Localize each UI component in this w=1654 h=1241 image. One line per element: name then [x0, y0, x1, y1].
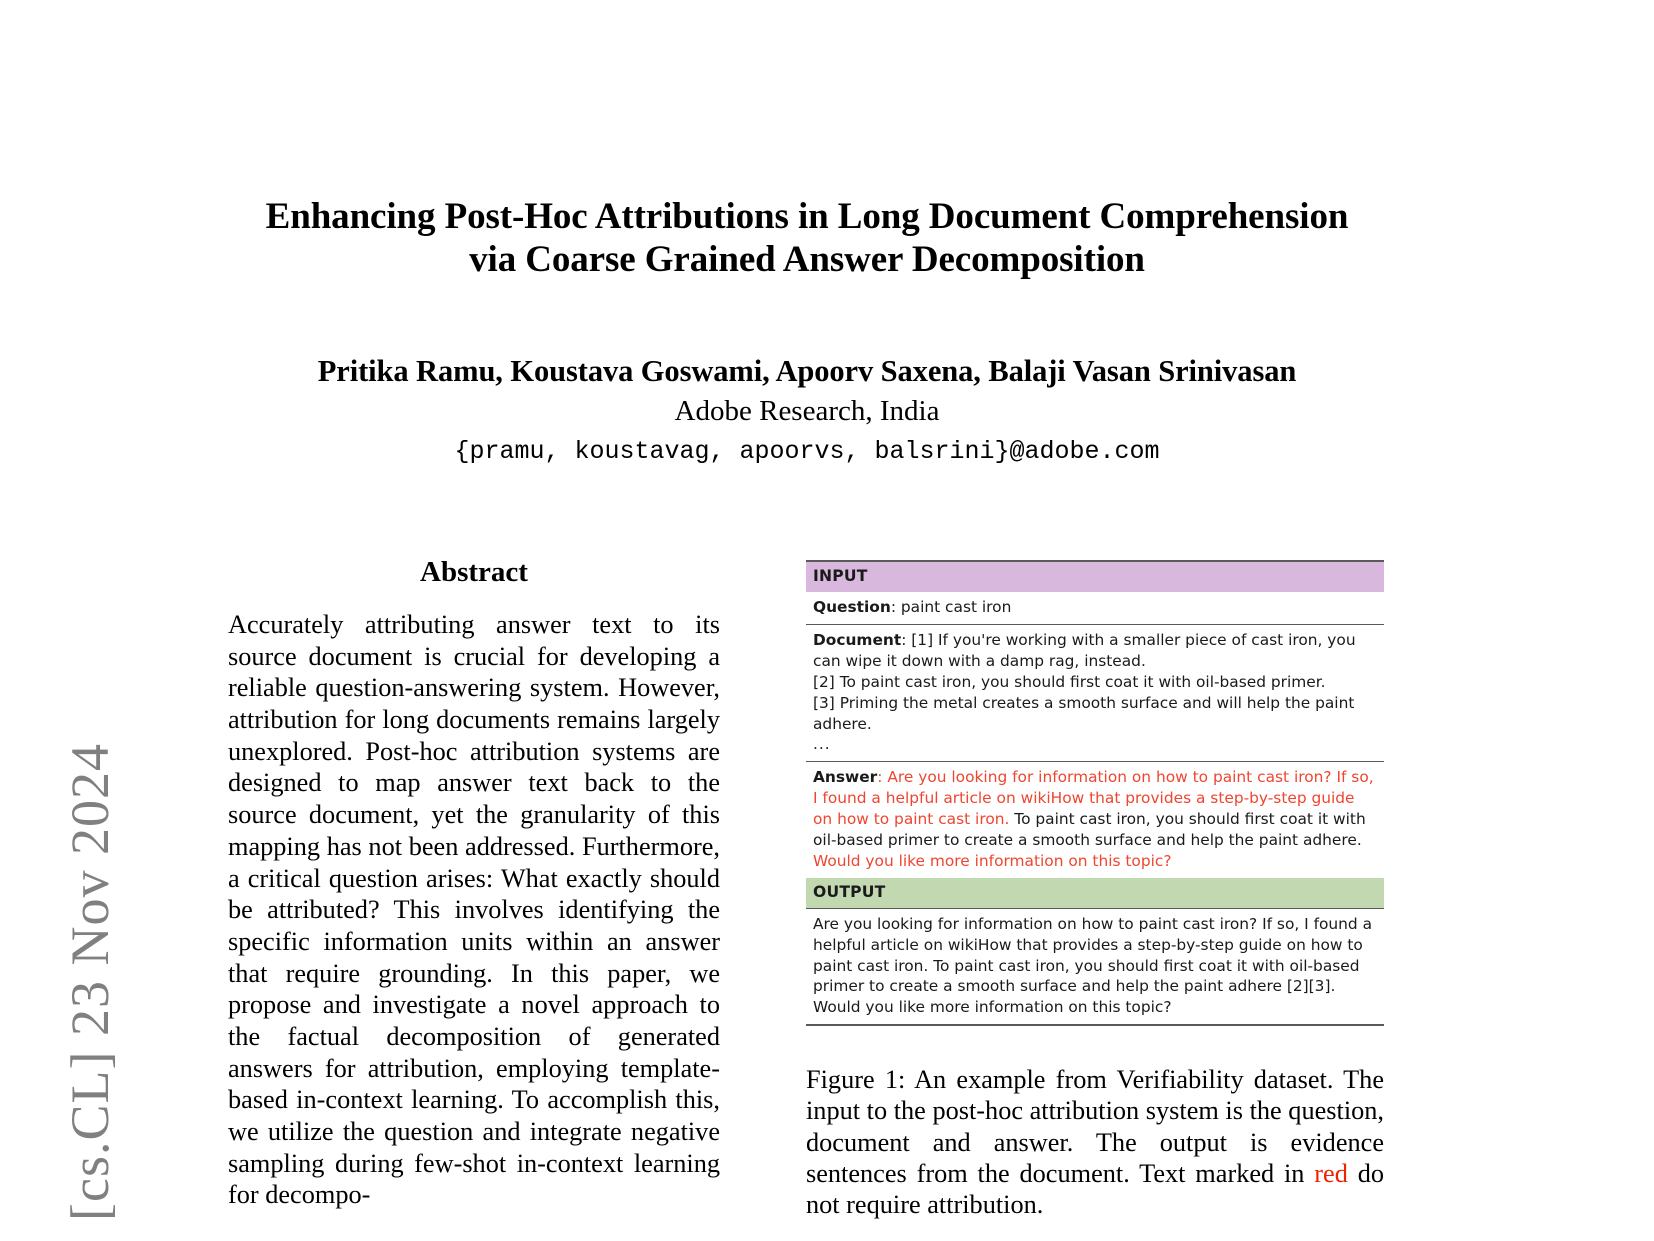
- input-band-label: INPUT: [806, 562, 1384, 592]
- affiliation: Adobe Research, India: [674, 394, 940, 427]
- figure-1-box: [806, 560, 1384, 1026]
- title-line-1: Enhancing Post-Hoc Attributions in Long Document Comprehension: [265, 196, 1349, 237]
- caption-part-1: Figure 1: An example from Verifiability dataset. The input to the post-hoc attribution system is the question, document and answer. The output is evidence sentences from the document. Text marked in: [806, 1065, 1384, 1188]
- document-row: [806, 624, 1384, 761]
- page-title: [227, 195, 1387, 282]
- title-block: [227, 195, 1387, 466]
- document-line-2: [2] To paint cast iron, you should first coat it with oil-based primer.: [813, 672, 1326, 691]
- abstract-body: Accurately attributing answer text to its source document is crucial for developing a reliable question-answering system. However, attribution for long documents remains largely unexplored. Post-hoc attribution systems are designed to map answer text back to the source document, yet the granularity of this mapping has not been addressed. Furthermore, a critical question arises: What exactly should be attributed? This involves identifying the specific information units within an answer that require grounding. In this paper, we propose and investigate a novel approach to the factual decomposition of generated answers for attribution, employing template-based in-context learning. To accomplish this, we utilize the question and integrate negative sampling during few-shot in-context learning for decompo-: [228, 610, 720, 1210]
- arxiv-stamp-text: [cs.CL] 23 Nov 2024: [60, 743, 120, 1221]
- answer-label: Answer: [813, 768, 878, 787]
- output-band-label: OUTPUT: [806, 878, 1384, 908]
- caption-red-word: red: [1314, 1158, 1348, 1188]
- document-ellipsis: ...: [813, 735, 831, 754]
- figure-caption: [806, 1064, 1384, 1220]
- output-row: Are you looking for information on how to paint cast iron? If so, I found a helpful article on wikiHow that provides a step-by-step guide on how to paint cast iron. To paint cast iron, you should first coat it with oil-based primer to create a smooth surface and help the paint adhere [2][3]. Would you like more information on this topic?: [806, 908, 1384, 1024]
- answer-black-segment: To paint cast iron, you should first coat it with oil-based primer to create a smooth surface and help the paint adhere.: [813, 810, 1366, 849]
- author-list: Pritika Ramu, Koustava Goswami, Apoorv Saxena, Balaji Vasan Srinivasan: [317, 353, 1297, 388]
- abstract-column: [228, 556, 720, 1211]
- document-line-1: : [1] If you're working with a smaller piece of cast iron, you can wipe it down with a damp rag, instead.: [813, 631, 1356, 670]
- caption-part-2: do not require attribution.: [806, 1158, 1385, 1220]
- email-addresses: {pramu, koustavag, apoorvs, balsrini}@adobe.com: [454, 436, 1160, 466]
- question-label: Question: [813, 598, 891, 617]
- title-line-2: via Coarse Grained Answer Decomposition: [469, 239, 1145, 281]
- document-line-3: [3] Priming the metal creates a smooth surface and will help the paint adhere.: [813, 693, 1355, 733]
- question-row: [806, 592, 1384, 624]
- document-label: Document: [813, 631, 902, 649]
- answer-red-segment-1: : Are you looking for information on how to paint cast iron? If so, I found a helpful article on wikiHow that provides a step-by-step guide on how to paint cast iron.: [813, 768, 1374, 828]
- answer-row: [806, 761, 1384, 877]
- figure-column: [806, 560, 1384, 1221]
- question-text: : paint cast iron: [890, 598, 1012, 617]
- answer-red-segment-2: Would you like more information on this topic?: [813, 851, 1172, 870]
- abstract-heading: Abstract: [420, 556, 528, 588]
